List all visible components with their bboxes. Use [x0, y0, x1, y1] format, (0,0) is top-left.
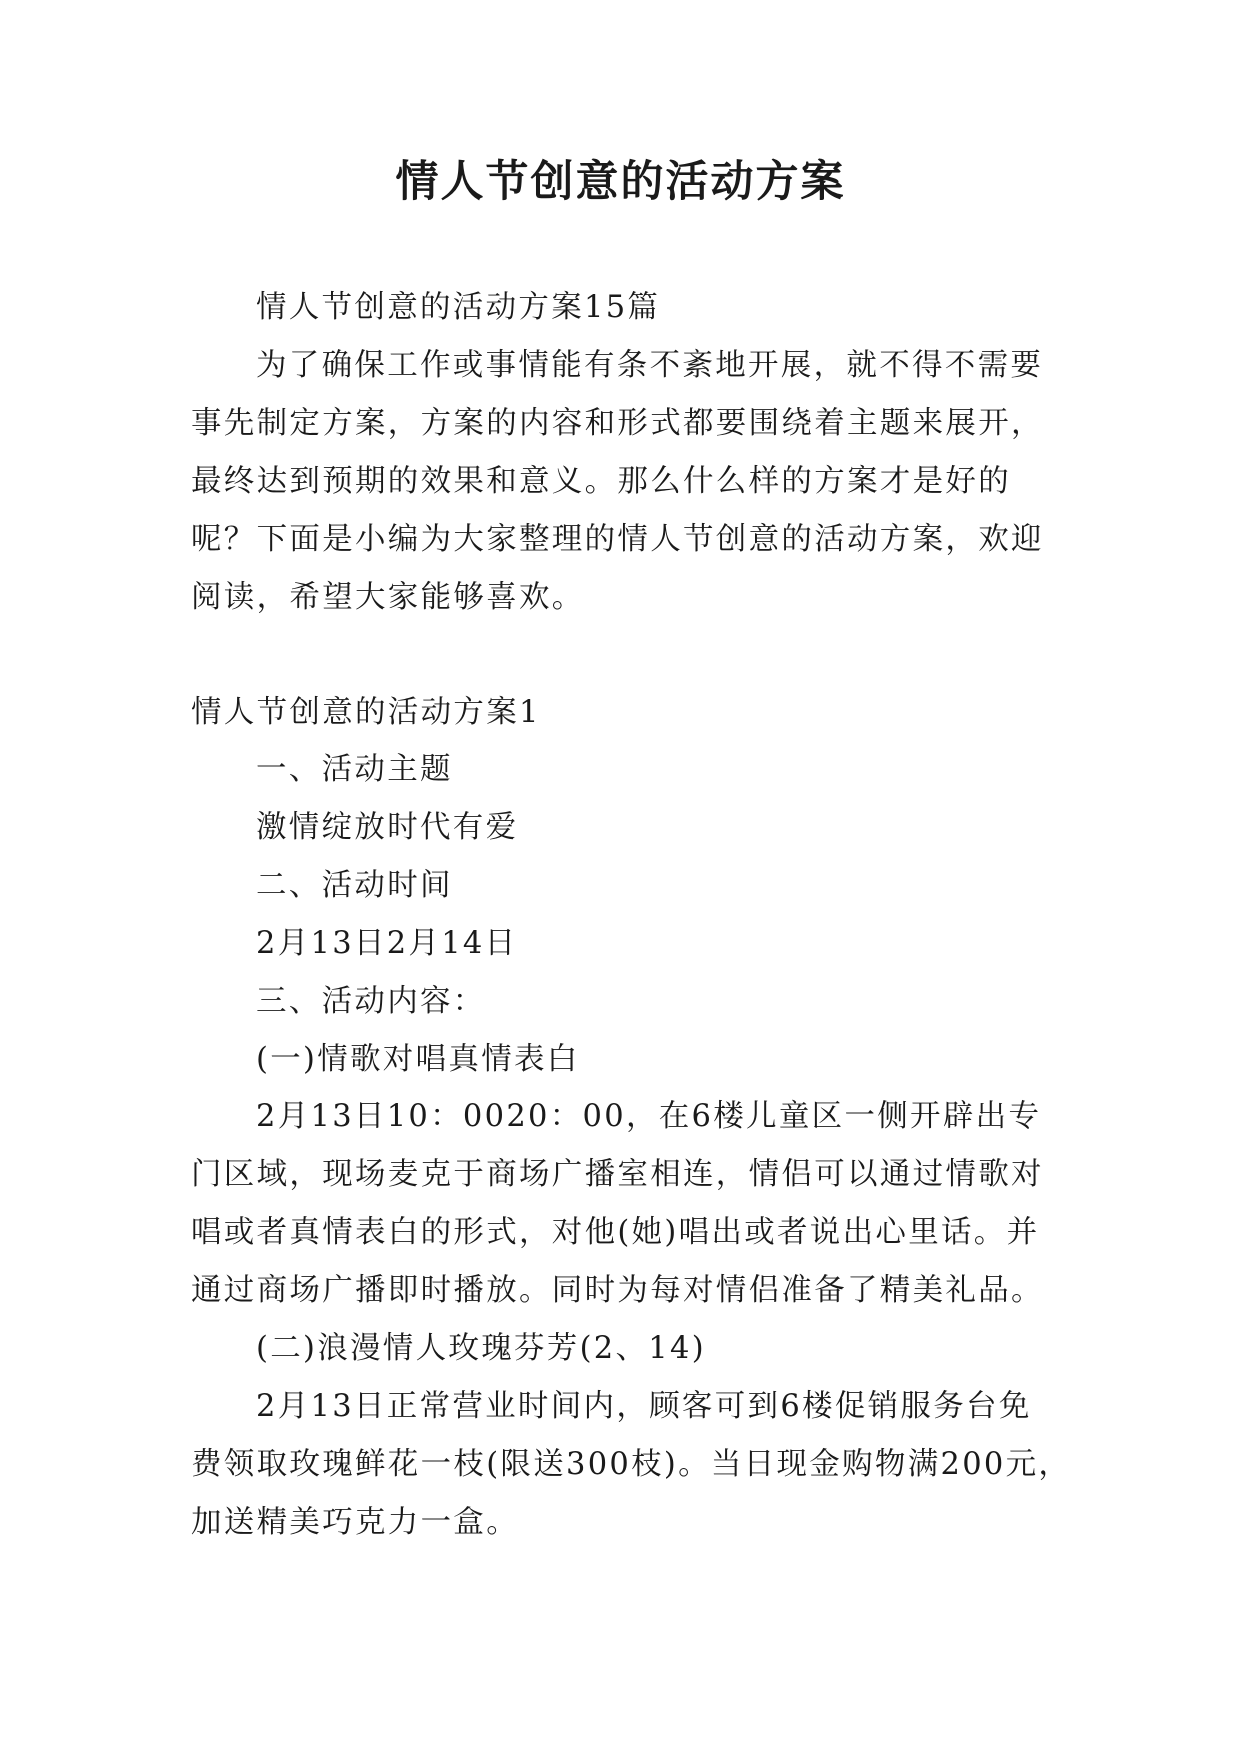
paragraph-line: 呢？下面是小编为大家整理的情人节创意的活动方案，欢迎 — [191, 522, 1044, 557]
paragraph-line: 阅读，希望大家能够喜欢。 — [191, 580, 585, 615]
paragraph-line: 费领取玫瑰鲜花一枝(限送300枝)。当日现金购物满200元， — [191, 1447, 1072, 1482]
paragraph-line: 激情绽放时代有爱 — [256, 810, 519, 845]
paragraph-line: 三、活动内容： — [256, 984, 486, 1019]
paragraph-line: (二)浪漫情人玫瑰芬芳(2、14) — [256, 1331, 706, 1366]
paragraph-line: 加送精美巧克力一盒。 — [191, 1505, 519, 1540]
paragraph-line: 通过商场广播即时播放。同时为每对情侣准备了精美礼品。 — [191, 1273, 1044, 1308]
paragraph-line: 一、活动主题 — [256, 752, 453, 787]
paragraph-line: 最终达到预期的效果和意义。那么什么样的方案才是好的 — [191, 464, 1011, 499]
paragraph-line: 2月13日正常营业时间内，顾客可到6楼促销服务台免 — [256, 1389, 1032, 1424]
paragraph-line: (一)情歌对唱真情表白 — [256, 1042, 580, 1077]
paragraph-line: 为了确保工作或事情能有条不紊地开展，就不得不需要 — [256, 348, 1044, 383]
subtitle-line: 情人节创意的活动方案15篇 — [256, 290, 661, 325]
paragraph-line: 唱或者真情表白的形式，对他(她)唱出或者说出心里话。并 — [191, 1215, 1040, 1250]
paragraph-line: 事先制定方案，方案的内容和形式都要围绕着主题来展开， — [191, 406, 1044, 441]
paragraph-line: 二、活动时间 — [256, 868, 453, 903]
paragraph-line: 2月13日2月14日 — [256, 926, 518, 961]
document-title: 情人节创意的活动方案 — [395, 157, 846, 207]
section-heading: 情人节创意的活动方案1 — [191, 695, 541, 730]
paragraph-line: 2月13日10：0020：00，在6楼儿童区一侧开辟出专 — [256, 1099, 1042, 1134]
paragraph-line: 门区域，现场麦克于商场广播室相连，情侣可以通过情歌对 — [191, 1157, 1044, 1192]
